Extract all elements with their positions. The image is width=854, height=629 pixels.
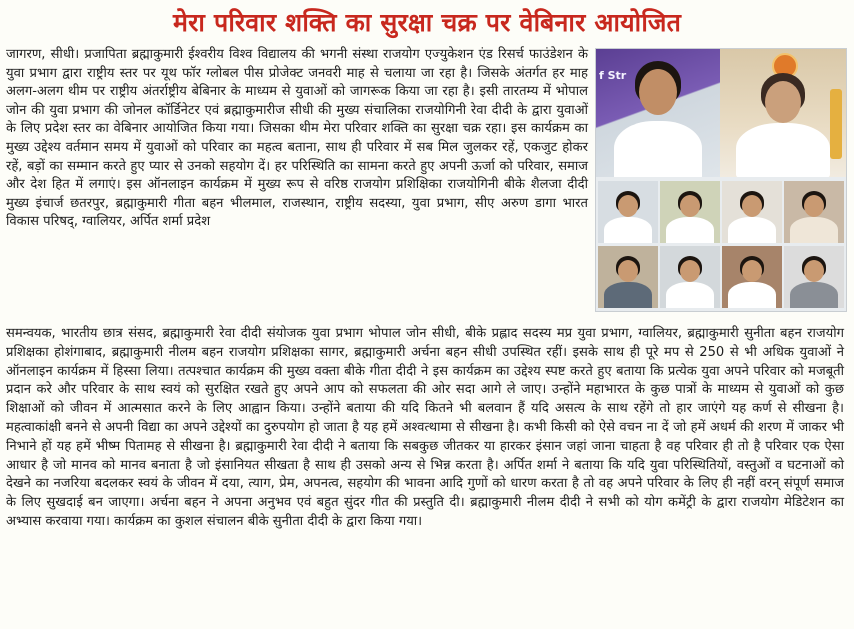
article-body-bottom: समन्वयक, भारतीय छात्र संसद, ब्रह्माकुमारी रेवा दीदी संयोजक युवा प्रभाग भोपाल जोन सीधी, बीके प्रह्लाद सदस्य मप्र युवा प्रभाग, ग्वालियर, ब्रह्माकुमारी सुनीता बहन राजयोग प्रशिक्षका होशंगाबाद, ब्रह्माकुमारी नीलम बहन राजयोग प्रशिक्षका सागर, ब्रह्माकुमारी अर्चना बहन सीधी उपस्थित रहीं। इसके साथ ही पूरे मप से 250 से भी अधिक युवाओं ने ऑनलाइन कार्यक्रम में हिस्सा लिया। तत्पश्चात कार्यक्रम की मुख्य वक्ता बीके गीता दीदी ने इस कार्यक्रम का उद्देश्य स्पष्ट करते हुए बताया कि प्रत्येक युवा अपने परिवार को मजबूती प्रदान करे और परिवार के साथ स्वयं को सुरक्षित रखते हुए अपने आप को सफलता की ओर सदा आगे ले जाए। उन्होंने महाभारत के कुछ पात्रों के माध्यम से युवाओं को कुछ शिक्षाओं को जीवन में आत्मसात करने के लिए आह्वान किया। उन्होंने बताया की यदि कितने भी बलवान हैं यदि असत्य के साथ रहेंगे तो हार जाएंगे यह कर्ण से सीखना है। महत्वाकांक्षी बनने से अपनी विद्या का अपने उद्देश्यों का दुरुपयोग हो जाता है यह हमें अश्वत्थामा से सीखना है। कभी किसी को ऐसे वचन ना दें जो हमें अधर्म की शरण में जाकर भी निभाने हों यह हमें भीष्म पितामह से सीखना है। ब्रह्माकुमारी रेवा दीदी ने बताया कि सबकुछ जीतकर या हारकर इंसान जहां जाना चाहता है वह परिवार ही तो है परिवार एक ऐसा आधार है जो मानव को मानव बनाता है जो इंसानियत सीखता है साथ ही उसको अन्य से भिन्न करता है। अर्पित शर्मा ने बताया कि यदि युवा परिस्थितियों, वस्तुओं व घटनाओं को देखने का नजरिया बदलकर स्वयं के जीवन में दया, त्याग, प्रेम, अपनत्व, सहयोग की भावना आदि गुणों को धारण करता है तो वह अपने परिवार के लिए ही नहीं वरन् संपूर्ण समाज के लिए सुखदाई बन जाएगा। अर्चना बहन ने अपना अनुभव एवं बहुत सुंदर गीत की प्रस्तुति दी। ब्रह्माकुमारी नीलम दीदी ने सभी को योग कमेंट्री के द्वारा राजयोग मेडिटेशन का अभ्यास करवाया गया। कार्यक्रम का कुशल संचालन बीके सुनीता दीदी के द्वारा किया गया। — [6, 326, 845, 529]
participant-tile — [598, 181, 658, 243]
speaker-video-tile — [720, 49, 846, 177]
participant-tile — [784, 181, 844, 243]
participant-tile — [660, 246, 720, 308]
decoration-icon — [830, 89, 842, 159]
participant-tile — [598, 246, 658, 308]
speaker-figure — [613, 59, 703, 177]
headline: मेरा परिवार शक्ति का सुरक्षा चक्र पर वेबिनार आयोजित — [172, 8, 682, 37]
article-body-top: जागरण, सीधी। प्रजापिता ब्रह्माकुमारी ईश्वरीय विश्व विद्यालय की भगनी संस्था राजयोग एज्युकेशन एंड रिसर्च फाउंडेशन के युवा प्रभाग द्वारा राष्ट्रीय स्तर पर यूथ फॉर ग्लोबल पीस प्रोजेक्ट जनवरी माह से चलाया जा रहा है। जिसके अंतर्गत हर माह अलग-अलग थीम पर राष्ट्रीय अंतर्राष्ट्रीय बेबिनार के माध्यम से युवाओं को जागरूक किया जा रहा है। इसी तारतम्य में भोपाल जोन की युवा प्रभाग की जोनल कॉर्डिनेटर एवं ब्रह्माकुमारीज सीधी की मुख्य संचालिका राजयोगिनी रेवा दीदी के द्वारा युवाओं के लिए प्रदेश स्तर का वेबिनार आयोजित किया गया। जिसका थीम मेरा परिवार शक्ति का सुरक्षा चक्र रहा। इस कार्यक्रम का मुख्य उद्देश्य वर्तमान समय में युवाओं को परिवार का महत्व बताना, साथ ही परिवार में सब मिल जुलकर रहें, एकजुट होकर रहें, बड़ों का सम्मान करते हुए प्यार से उनको सहयोग दें। हर परिस्थिति का सामना करते हुए अपनी ऊर्जा को परिवार, समाज और देश हित में लगाएं। इस ऑनलाइन कार्यक्रम में मुख्य रूप से वरिष्ठ राजयोग प्रशिक्षिका राजयोगिनी बीके शैलजा दीदी मुख्य इंचार्ज छतरपुर, ब्रह्माकुमारी गीता बहन भीलमाल, राजस्थान, राष्ट्रीय सदस्या, युवा प्रभाग, सीए अरुण डागा भारत विकास परिषद्, ग्वालियर, अर्पित शर्मा प्रदेश — [6, 47, 588, 230]
speaker-video-tile — [596, 49, 720, 177]
participant-tile — [722, 246, 782, 308]
participant-tile — [784, 246, 844, 308]
participant-tile — [722, 181, 782, 243]
speaker-figure — [735, 71, 831, 177]
slide-text: f Str — [599, 69, 627, 82]
participant-tile — [660, 181, 720, 243]
webinar-screenshot-photo — [595, 48, 847, 312]
